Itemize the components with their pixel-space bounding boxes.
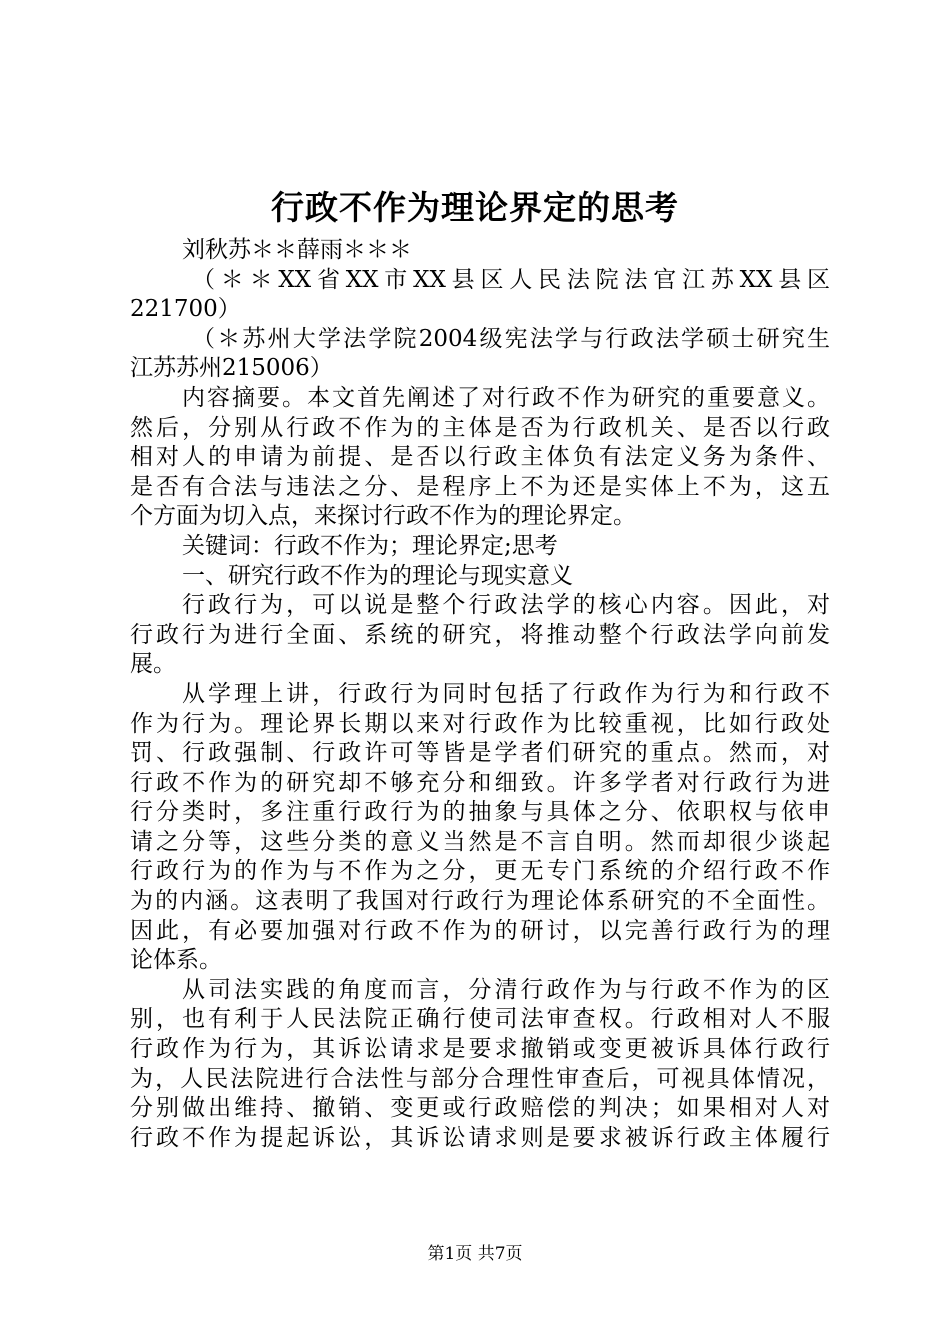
text-line: 是否有合法与违法之分、是程序上不为还是实体上不为，这五 (130, 473, 830, 500)
text-line: 从司法实践的角度而言，分清行政作为与行政不作为的区 (182, 976, 830, 1003)
text-line: （＊苏州大学法学院2004级宪法学与行政法学硕士研究生 (192, 325, 830, 352)
text-line: 内容摘要。本文首先阐述了对行政不作为研究的重要意义。 (182, 384, 830, 411)
text-line: 一、研究行政不作为的理论与现实意义 (182, 562, 573, 589)
text-line: 221700） (130, 296, 241, 323)
text-line: 然后，分别从行政不作为的主体是否为行政机关、是否以行政 (130, 414, 830, 441)
text-line: 为，人民法院进行合法性与部分合理性审查后，可视具体情况， (130, 1065, 830, 1092)
text-line: 因此，有必要加强对行政不作为的研讨，以完善行政行为的理 (130, 917, 830, 944)
text-line: 为的内涵。这表明了我国对行政行为理论体系研究的不全面性。 (130, 888, 830, 915)
document-title: 行政不作为理论界定的思考 (271, 188, 679, 227)
text-line: （＊＊XX省XX市XX县区人民法院法官江苏XX县区 (192, 266, 830, 293)
text-line: 作为行为。理论界长期以来对行政作为比较重视，比如行政处 (130, 710, 830, 737)
text-line: 行政不作为提起诉讼，其诉讼请求则是要求被诉行政主体履行 (130, 1124, 830, 1151)
text-line: 个方面为切入点，来探讨行政不作为的理论界定。 (130, 503, 636, 530)
text-line: 关键词：行政不作为；理论界定;思考 (182, 532, 558, 559)
text-line: 论体系。 (130, 947, 222, 974)
text-line: 展。 (130, 651, 176, 678)
text-line: 行政行为的作为与不作为之分，更无专门系统的介绍行政不作 (130, 858, 830, 885)
text-line: 行政不作为的研究却不够充分和细致。许多学者对行政行为进 (130, 769, 830, 796)
text-line: 行分类时，多注重行政行为的抽象与具体之分、依职权与依申 (130, 799, 830, 826)
text-line: 相对人的申请为前提、是否以行政主体负有法定义务为条件、 (130, 444, 830, 471)
text-line: 别，也有利于人民法院正确行使司法审查权。行政相对人不服 (130, 1006, 830, 1033)
text-line: 请之分等，这些分类的意义当然是不言自明。然而却很少谈起 (130, 828, 830, 855)
text-line: 行政作为行为，其诉讼请求是要求撤销或变更被诉具体行政行 (130, 1036, 830, 1063)
text-line: 行政行为，可以说是整个行政法学的核心内容。因此，对 (182, 592, 830, 619)
page-footer: 第1页 共7页 (427, 1244, 523, 1264)
text-line: 分别做出维持、撤销、变更或行政赔偿的判决；如果相对人对 (130, 1095, 830, 1122)
text-line: 罚、行政强制、行政许可等皆是学者们研究的重点。然而，对 (130, 740, 830, 767)
text-line: 行政行为进行全面、系统的研究，将推动整个行政法学向前发 (130, 621, 830, 648)
document-body (130, 236, 830, 1153)
text-line: 刘秋苏＊＊薛雨＊＊＊ (182, 237, 412, 263)
text-line: 从学理上讲，行政行为同时包括了行政作为行为和行政不 (182, 680, 830, 707)
text-line: 江苏苏州215006） (130, 355, 333, 382)
